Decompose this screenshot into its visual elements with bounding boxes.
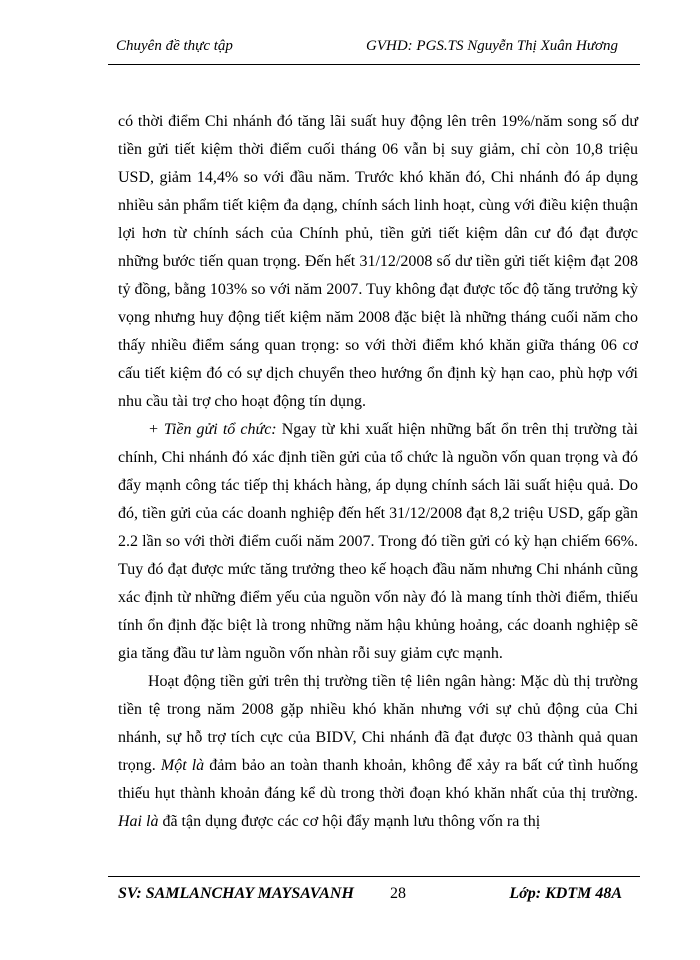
- page-header: [108, 38, 640, 65]
- interbank-first-point: Một là: [160, 757, 205, 774]
- organization-deposits-text: Ngay từ khi xuất hiện những bất ổn trên thị trường tài chính, Chi nhánh đó xác định tiền gửi của tổ chức là nguồn vốn quan trọng và đó đẩy mạnh công tác tiếp thị khách hàng, áp dụng chính sách lãi suất hiệu quả. Do đó, tiền gửi của các doanh nghiệp đến hết 31/12/2008 đạt 8,2 triệu USD, gấp gần 2.2 lần so với thời điểm cuối năm 2007. Trong đó tiền gửi có kỳ hạn chiếm 66%. Tuy đó đạt được mức tăng trưởng theo kế hoạch đầu năm nhưng Chi nhánh cũng xác định từ những điểm yếu của nguồn vốn này đó là mang tính thời điểm, thiếu tính ổn định đặc biệt là trong những năm hậu khủng hoảng, các doanh nghiệp sẽ gia tăng đầu tư làm nguồn vốn nhàn rỗi suy giảm cực mạnh.: [118, 421, 638, 662]
- document-body: [118, 108, 638, 836]
- paragraph-organization-deposits: [118, 416, 638, 668]
- page-number: 28: [390, 885, 406, 902]
- footer-student: SV: SAMLANCHAY MAYSAVANH: [118, 885, 354, 902]
- page-footer: [108, 876, 640, 907]
- interbank-text-b: đảm bảo an toàn thanh khoản, không để xảy ra bất cứ tình huống thiếu hụt thành khoản đáng kể dù trong thời đoạn khó khăn nhất của thị trường.: [118, 757, 638, 802]
- interbank-second-point: Hai là: [118, 813, 159, 830]
- header-title: Chuyên đề thực tập: [116, 38, 233, 54]
- paragraph-savings-deposits: có thời điểm Chi nhánh đó tăng lãi suất huy động lên trên 19%/năm song số dư tiền gửi tiết kiệm thời điểm cuối tháng 06 vẫn bị suy giảm, chỉ còn 10,8 triệu USD, giảm 14,4% so với đầu năm. Trước khó khăn đó, Chi nhánh đó áp dụng nhiều sản phẩm tiết kiệm đa dạng, chính sách linh hoạt, cùng với điều kiện thuận lợi hơn từ chính sách của Chính phủ, tiền gửi tiết kiệm dân cư đó đạt được những bước tiến quan trọng. Đến hết 31/12/2008 số dư tiền gửi tiết kiệm đạt 208 tỷ đồng, bằng 103% so với năm 2007. Tuy không đạt được tốc độ tăng trưởng kỳ vọng nhưng huy động tiết kiệm năm 2008 đặc biệt là những tháng cuối năm cho thấy nhiều điểm sáng quan trọng: so với thời điểm khó khăn giữa tháng 06 cơ cấu tiết kiệm đó có sự dịch chuyển theo hướng ổn định kỳ hạn cao, phù hợp với nhu cầu tài trợ cho hoạt động tín dụng.: [118, 113, 638, 410]
- organization-deposits-heading: + Tiền gửi tổ chức:: [148, 421, 277, 438]
- footer-class: Lớp: KDTM 48A: [509, 885, 622, 902]
- header-supervisor: GVHD: PGS.TS Nguyễn Thị Xuân Hương: [366, 38, 619, 54]
- paragraph-interbank-deposits: [118, 668, 638, 836]
- interbank-text-a: Hoạt động tiền gửi trên thị trường tiền tệ liên ngân hàng: Mặc dù thị trường tiền tệ trong năm 2008 gặp nhiều khó khăn nhưng với sự chủ động của Chi nhánh, sự hỗ trợ tích cực của BIDV, Chi nhánh đã đạt được 03 thành quả quan trọng.: [118, 673, 638, 774]
- interbank-text-c: đã tận dụng được các cơ hội đẩy mạnh lưu thông vốn ra thị: [158, 813, 541, 830]
